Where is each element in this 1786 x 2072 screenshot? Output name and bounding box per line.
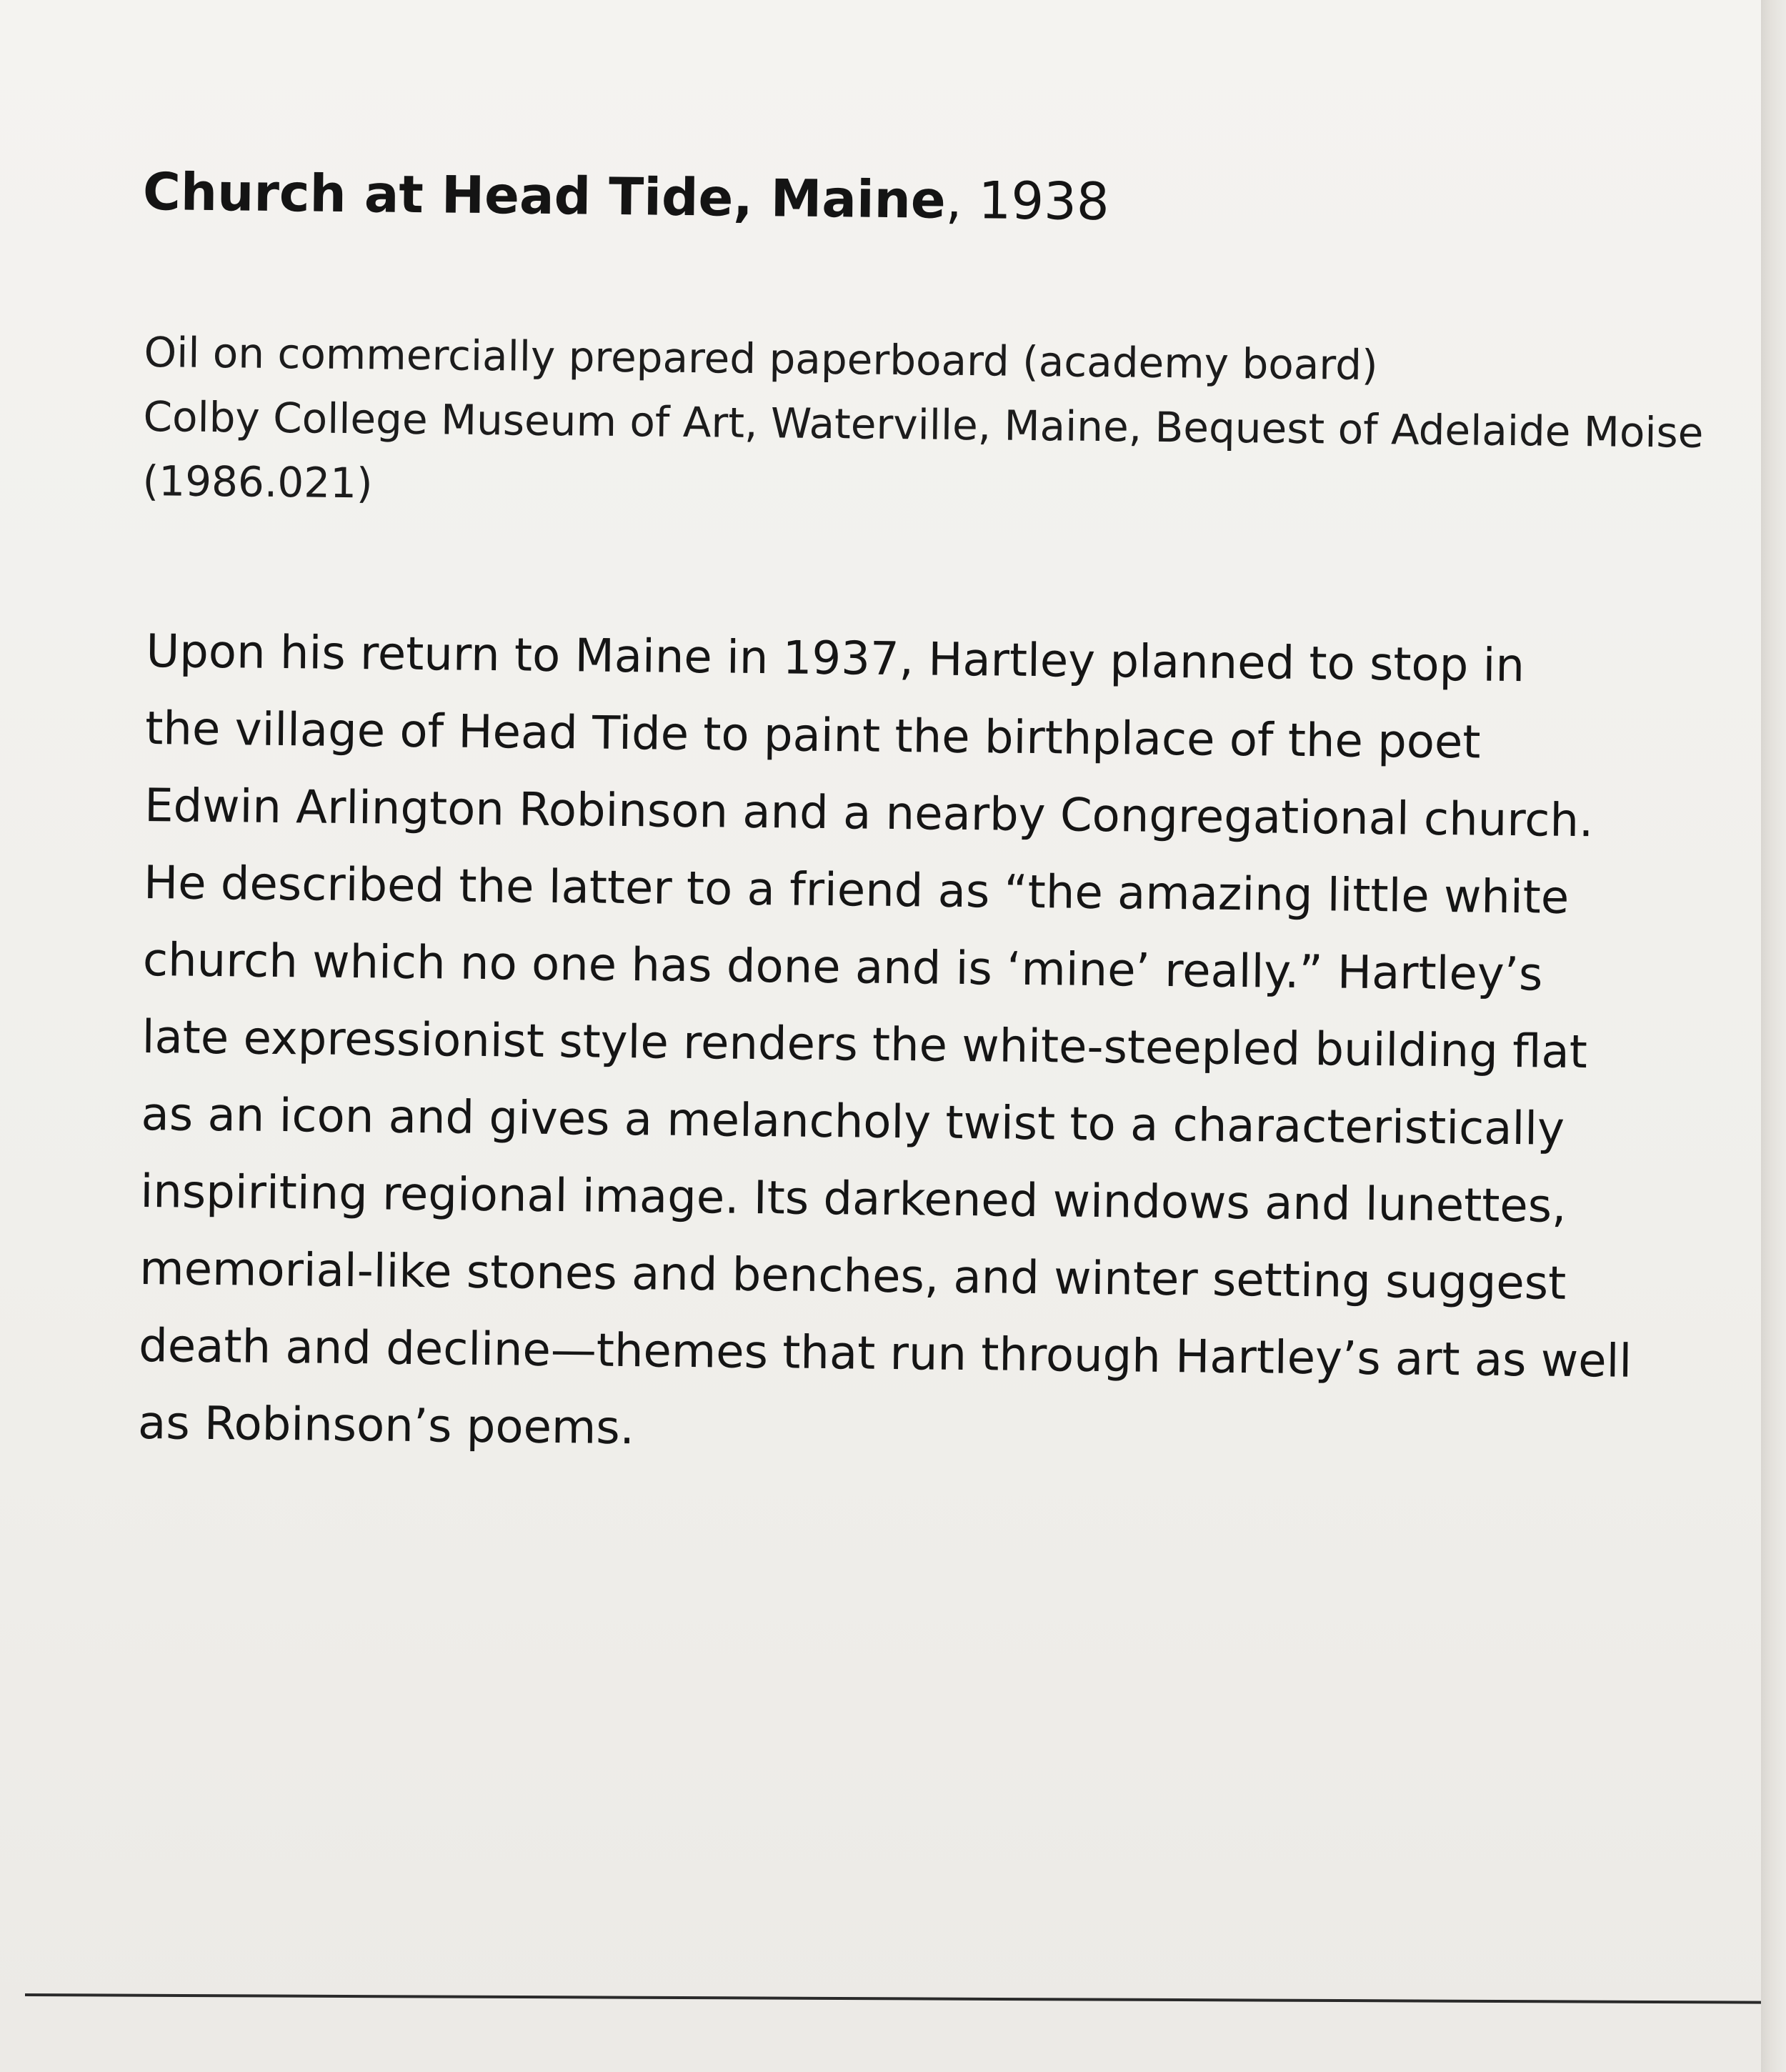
accession-number: (1986.021) — [142, 456, 373, 508]
description-line: the village of Head Tide to paint the birthplace of the poet — [144, 702, 1481, 769]
artwork-metadata — [142, 320, 1752, 530]
description-line: death and decline—themes that run through Hartley’s art as well — [138, 1319, 1632, 1388]
bottom-divider — [25, 1993, 1761, 2004]
artwork-title-line — [142, 156, 1572, 242]
description-line: church which no one has done and is ‘mine’ really.” Hartley’s — [142, 933, 1543, 1002]
artwork-year: , 1938 — [945, 169, 1110, 232]
description-line: He described the latter to a friend as “the amazing little white — [143, 856, 1570, 925]
description-line: inspiriting regional image. Its darkened windows and lunettes, — [140, 1165, 1567, 1233]
artwork-medium: Oil on commercially prepared paperboard (academy board) — [144, 327, 1378, 390]
artwork-title: Church at Head Tide, Maine — [142, 161, 947, 230]
artwork-description — [138, 613, 1682, 1478]
description-line: Edwin Arlington Robinson and a nearby Congregational church. — [144, 779, 1594, 848]
credit-line: Colby College Museum of Art, Waterville, Maine, Bequest of Adelaide Moise — [143, 392, 1704, 457]
card-shadow-edge — [1761, 0, 1786, 2072]
description-line: as Robinson’s poems. — [137, 1396, 635, 1455]
description-line: Upon his return to Maine in 1937, Hartley planned to stop in — [146, 624, 1525, 693]
description-line: late expressionist style renders the white-steepled building flat — [141, 1010, 1588, 1080]
description-line: as an icon and gives a melancholy twist to a characteristically — [141, 1087, 1565, 1156]
description-line: memorial-like stones and benches, and winter setting suggest — [139, 1242, 1567, 1310]
